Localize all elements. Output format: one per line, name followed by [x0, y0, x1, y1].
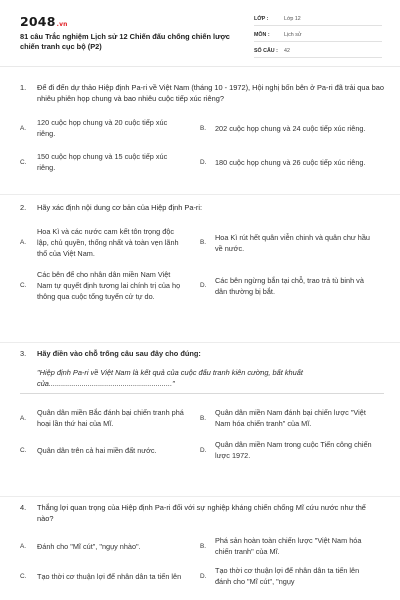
document-header: [0, 0, 400, 66]
question-divider: [0, 496, 400, 497]
meta-value: 42: [284, 47, 290, 54]
option-text: Quân dân trên cả hai miền đất nước.: [37, 445, 157, 455]
question-text: Hãy xác định nội dung cơ bản của Hiệp định Pa-ri:: [37, 203, 203, 212]
question-4: [20, 502, 384, 590]
site-logo[interactable]: [20, 14, 68, 29]
meta-value: Lớp 12: [284, 15, 301, 22]
option-letter: A.: [20, 542, 27, 550]
question-2: [20, 202, 384, 305]
option-letter: A.: [20, 239, 27, 246]
fill-in-quote: "Hiệp định Pa-ri về Việt Nam là kết quả của cuộc đấu tranh kiên cường, bất khuất của............................................................": [20, 367, 384, 394]
option-text: Quân dân miền Nam trong cuộc Tiến công chiến lược 1972.: [215, 440, 372, 460]
logo-text: 2048: [20, 14, 56, 29]
question-1: [20, 82, 384, 176]
meta-class: [254, 12, 382, 26]
header-divider: [0, 66, 400, 67]
option-text: Phá sản hoàn toàn chiến lược "Việt Nam hóa chiến tranh" của Mĩ.: [215, 536, 362, 556]
option-letter: B.: [200, 414, 207, 422]
option-b[interactable]: [200, 532, 384, 560]
option-text: Hoa Kì rút hết quân viễn chinh và quân chư hầu về nước.: [215, 232, 370, 253]
option-text: Quân dân miền Bắc đánh bại chiến tranh phá hoại lần thứ hai của Mĩ.: [37, 408, 184, 428]
question-number: 1.: [20, 83, 27, 92]
option-text: Hoa Kì và các nước cam kết tôn trọng độc lập, chủ quyền, thống nhất và toàn vẹn lãnh thổ của Việt Nam.: [37, 227, 179, 258]
document-title: 81 câu Trắc nghiệm Lịch sử 12 Chiến đấu chống chiến lược chiến tranh cục bộ (P2): [20, 32, 230, 51]
option-letter: D.: [200, 158, 207, 166]
option-c[interactable]: [20, 436, 200, 464]
meta-label: MÔN :: [254, 31, 270, 38]
option-text: 120 cuộc họp chung và 20 cuộc tiếp xúc riêng.: [37, 118, 168, 138]
option-text: 202 cuộc họp chung và 24 cuộc tiếp xúc riêng.: [215, 123, 366, 133]
question-divider: [0, 342, 400, 343]
option-letter: C.: [20, 282, 27, 289]
option-a[interactable]: [20, 532, 200, 560]
option-text: Các bên ngừng bắn tại chỗ, trao trả tù binh và dân thường bị bắt.: [215, 275, 364, 296]
meta-count: [254, 44, 382, 58]
option-letter: B.: [200, 239, 207, 246]
option-a[interactable]: [20, 223, 200, 262]
option-b[interactable]: [200, 223, 384, 262]
option-letter: D.: [200, 572, 207, 580]
option-letter: B.: [200, 124, 207, 132]
option-text: 180 cuộc họp chung và 26 cuộc tiếp xúc riêng.: [215, 157, 366, 167]
question-3: [20, 348, 384, 464]
option-text: Tạo thời cơ thuận lợi để nhân dân ta tiến lên: [37, 571, 182, 581]
option-a[interactable]: [20, 114, 200, 142]
option-d[interactable]: [200, 266, 384, 305]
option-letter: A.: [20, 124, 27, 132]
option-b[interactable]: [200, 404, 384, 432]
question-number: 4.: [20, 503, 27, 512]
option-letter: C.: [20, 446, 27, 454]
option-letter: B.: [200, 542, 207, 550]
question-number: 2.: [20, 203, 27, 212]
option-text: Quân dân miền Nam đánh bại chiến lược "Việt Nam hóa chiến tranh" của Mĩ.: [215, 408, 366, 428]
option-text: Đánh cho "Mĩ cút", "ngụy nhào".: [37, 541, 141, 551]
option-d[interactable]: [200, 148, 384, 176]
option-d[interactable]: [200, 436, 384, 464]
option-b[interactable]: [200, 114, 384, 142]
option-c[interactable]: [20, 148, 200, 176]
question-divider: [0, 194, 400, 195]
option-text: Các bên để cho nhân dân miền Nam Việt Nam tự quyết định tương lai chính trị của họ thông qua cuộc tổng tuyển cử tự do.: [37, 270, 181, 301]
option-letter: C.: [20, 572, 27, 580]
option-c[interactable]: [20, 266, 200, 305]
question-text: Thắng lợi quan trọng của Hiệp định Pa-ri đối với sự nghiệp kháng chiến chống Mĩ cứu nước như thế nào?: [37, 503, 366, 523]
logo-suffix: .vn: [56, 21, 68, 28]
question-text: Hãy điền vào chỗ trống câu sau đây cho đúng:: [37, 349, 201, 358]
meta-subject: [254, 28, 382, 42]
option-a[interactable]: [20, 404, 200, 432]
option-text: Tạo thời cơ thuận lợi để nhân dân ta tiến lên đánh cho "Mĩ cút", "ngụy: [215, 566, 360, 586]
meta-value: Lịch sử: [284, 31, 302, 38]
option-letter: C.: [20, 158, 27, 166]
option-c[interactable]: [20, 562, 200, 590]
option-letter: D.: [200, 282, 207, 289]
option-d[interactable]: [200, 562, 384, 590]
document-meta: [254, 12, 382, 60]
option-letter: D.: [200, 446, 207, 454]
meta-label: SỐ CÂU :: [254, 47, 278, 54]
option-letter: A.: [20, 414, 27, 422]
meta-label: LỚP :: [254, 15, 269, 22]
option-text: 150 cuộc họp chung và 15 cuộc tiếp xúc riêng.: [37, 152, 168, 172]
question-text: Để đi đến dự thảo Hiệp định Pa-ri về Việt Nam (tháng 10 - 1972), Hội nghị bốn bên ở Pa-ri đã trải qua bao nhiêu phiên họp chung và bao nhiêu cuộc tiếp xúc riêng?: [37, 83, 384, 103]
question-number: 3.: [20, 349, 27, 358]
